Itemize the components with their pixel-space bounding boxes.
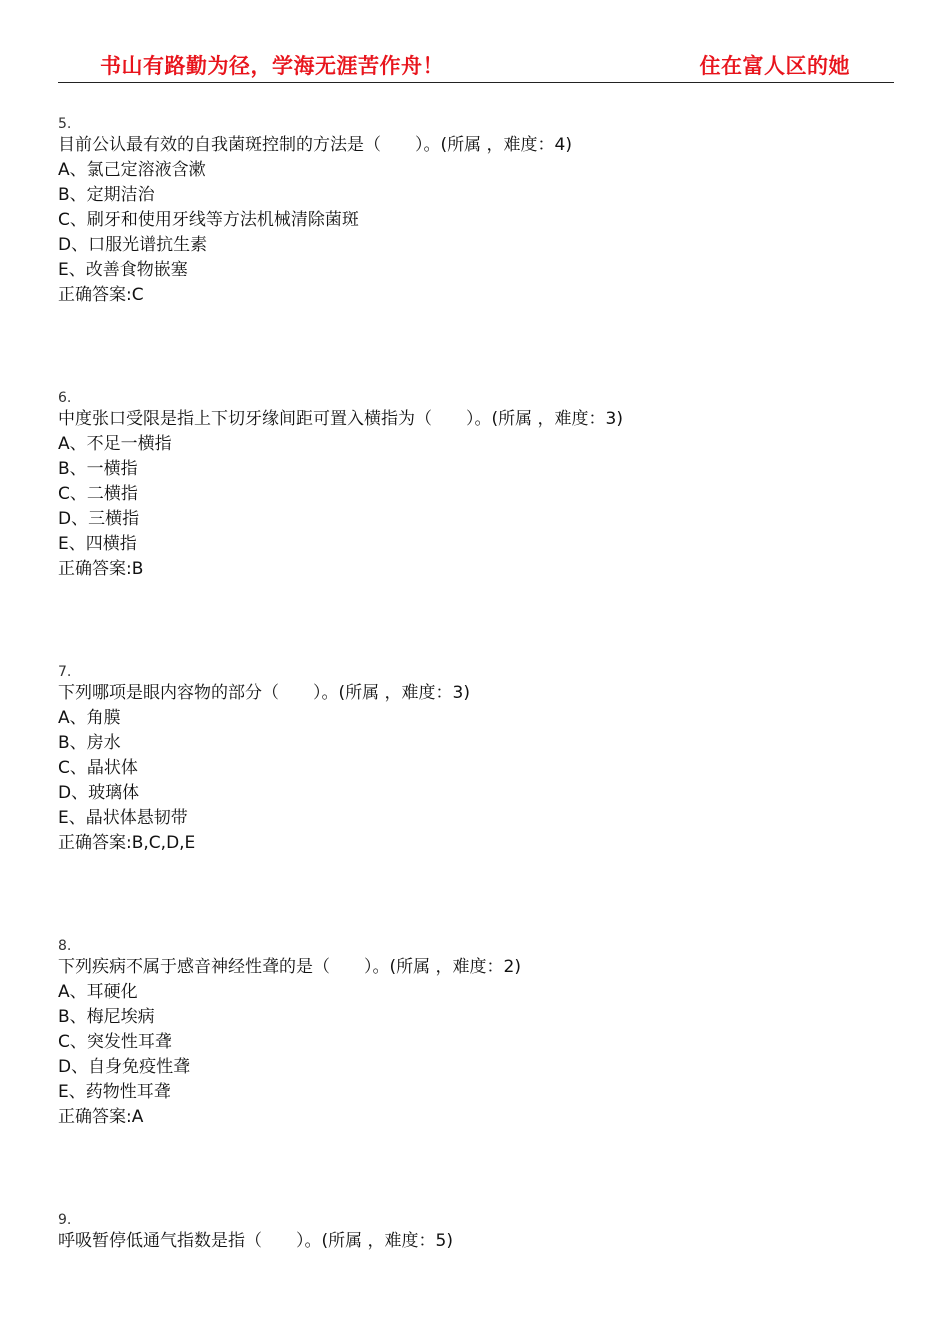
option-e: E、四横指 [58,534,137,554]
option-a: A、耳硬化 [58,982,138,1002]
option-b: B、梅尼埃病 [58,1007,155,1027]
option-c: C、突发性耳聋 [58,1032,172,1052]
option-b: B、定期洁治 [58,185,155,205]
question-number: 7. [58,664,72,680]
correct-answer: 正确答案:B,C,D,E [58,833,196,853]
question-text: 中度张口受限是指上下切牙缘间距可置入横指为（ ）。(所属 ，难度：3) [58,409,623,429]
question-text: 目前公认最有效的自我菌斑控制的方法是（ ）。(所属 ，难度：4) [58,135,572,155]
header-author: 住在富人区的她 [699,53,850,78]
question-number: 6. [58,390,72,406]
question-number: 9. [58,1212,72,1228]
option-a: A、不足一横指 [58,434,172,454]
correct-answer: 正确答案:A [58,1107,144,1127]
question-7 [58,664,878,856]
option-a: A、氯己定溶液含漱 [58,160,206,180]
question-text: 呼吸暂停低通气指数是指（ ）。(所属 ，难度：5) [58,1231,453,1251]
option-b: B、房水 [58,733,121,753]
question-number: 5. [58,116,72,132]
question-9 [58,1212,878,1254]
question-text: 下列疾病不属于感音神经性聋的是（ ）。(所属 ，难度：2) [58,957,521,977]
correct-answer: 正确答案:C [58,285,144,305]
option-a: A、角膜 [58,708,121,728]
option-e: E、改善食物嵌塞 [58,260,188,280]
correct-answer: 正确答案:B [58,559,144,579]
header-motto: 书山有路勤为径，学海无涯苦作舟！ [100,53,444,78]
option-b: B、一横指 [58,459,138,479]
option-e: E、晶状体悬韧带 [58,808,188,828]
question-8 [58,938,878,1130]
question-5 [58,116,878,308]
option-d: D、口服光谱抗生素 [58,235,208,255]
option-d: D、玻璃体 [58,783,140,803]
page-header [58,46,894,83]
option-e: E、药物性耳聋 [58,1082,171,1102]
question-number: 8. [58,938,72,954]
option-d: D、自身免疫性聋 [58,1057,191,1077]
option-c: C、二横指 [58,484,138,504]
option-c: C、刷牙和使用牙线等方法机械清除菌斑 [58,210,359,230]
option-c: C、晶状体 [58,758,138,778]
question-text: 下列哪项是眼内容物的部分（ ）。(所属 ，难度：3) [58,683,470,703]
question-6 [58,390,878,582]
option-d: D、三横指 [58,509,140,529]
